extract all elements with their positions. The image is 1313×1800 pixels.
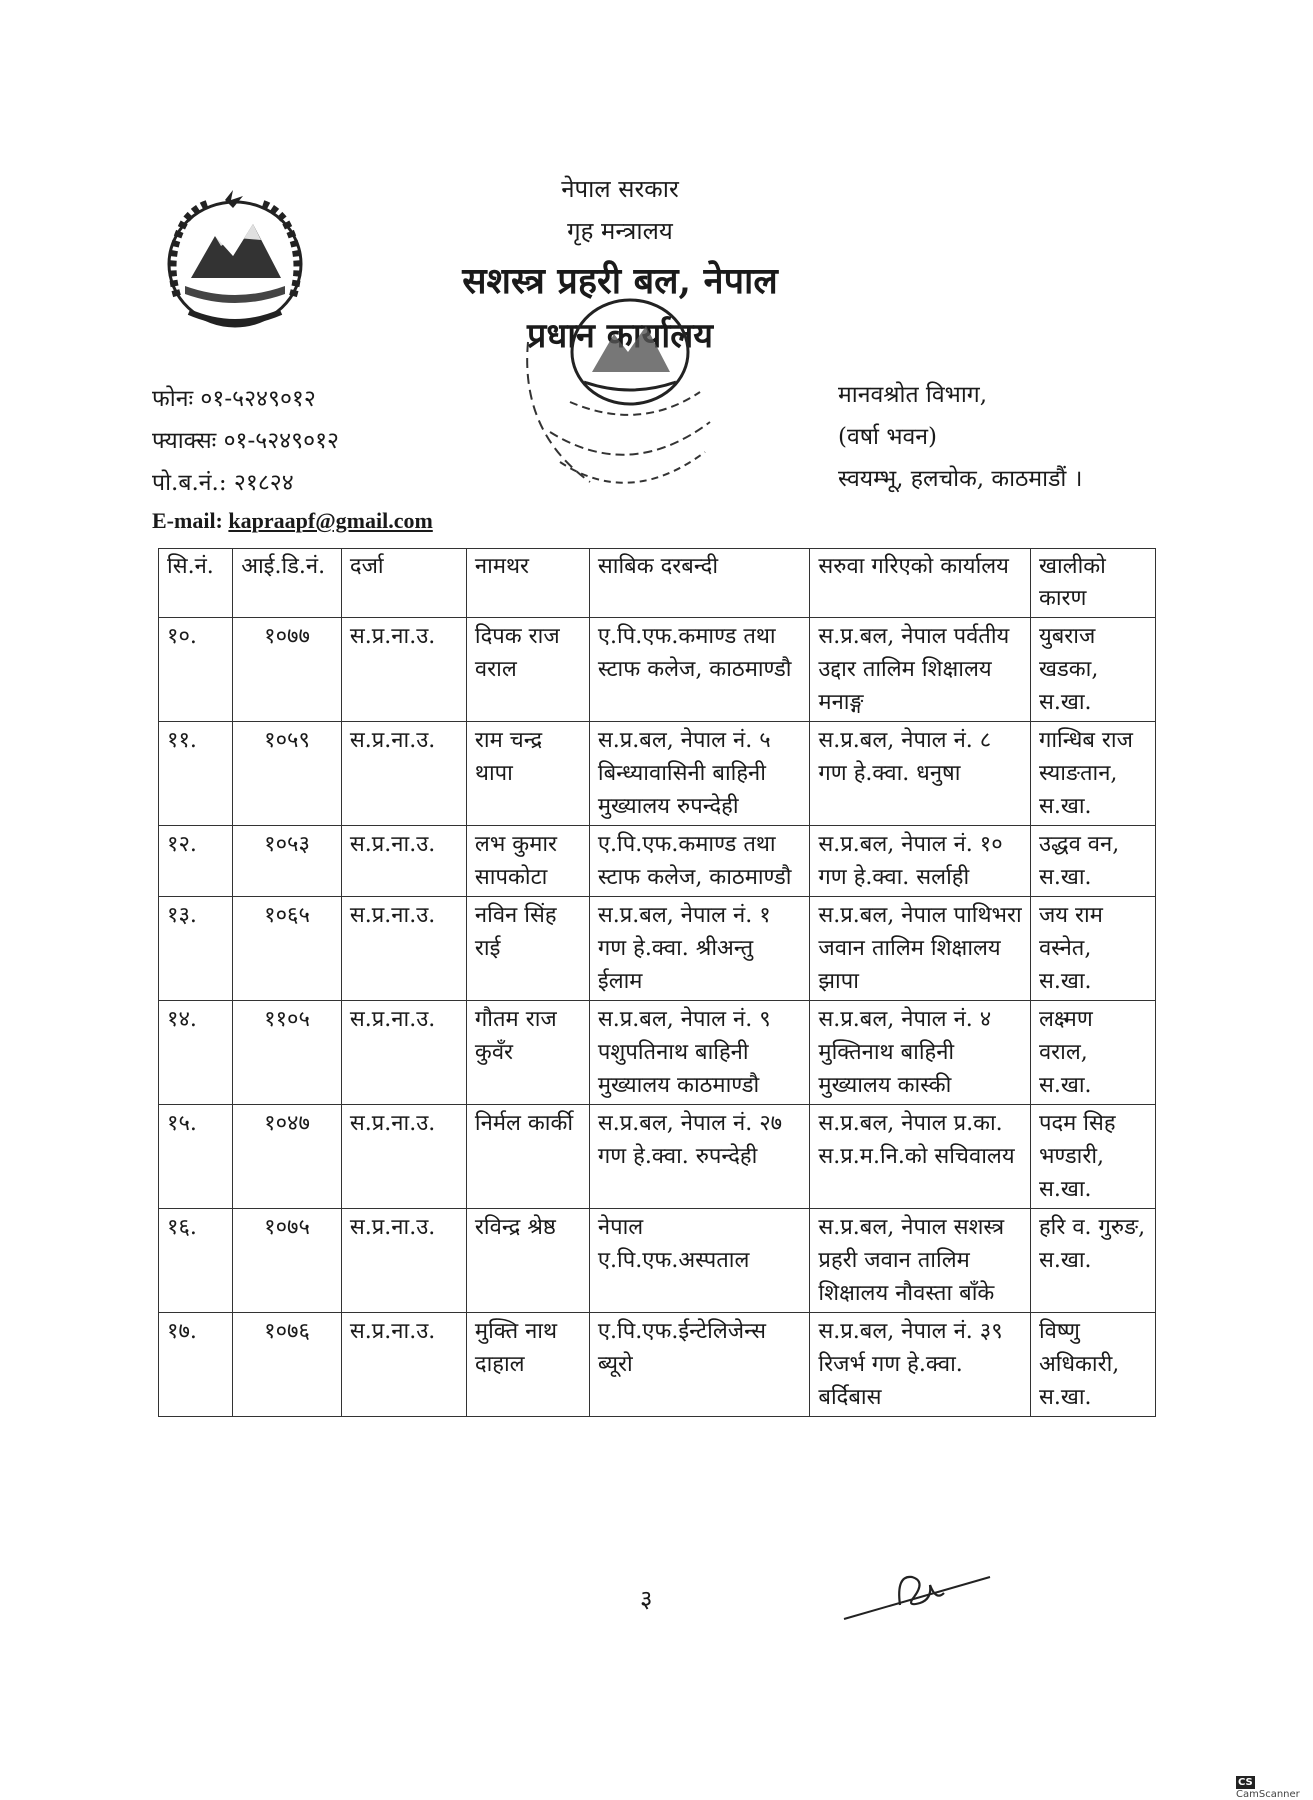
cell-serial-no: १०.: [159, 618, 233, 722]
cell-rank: स.प्र.ना.उ.: [341, 1209, 466, 1313]
office-seal-stamp: [510, 282, 760, 512]
cell-id-no: १०५३: [233, 826, 342, 897]
table-row: [159, 1105, 1156, 1209]
signature-icon: [840, 1555, 1000, 1625]
table-row: [159, 722, 1156, 826]
cell-transferred-office: स.प्र.बल, नेपाल नं. ३९ रिजर्भ गण हे.क्वा. बर्दिबास: [810, 1313, 1031, 1417]
page-number: ३: [640, 1585, 653, 1613]
cell-id-no: १०७७: [233, 618, 342, 722]
building-name: (वर्षा भवन): [838, 424, 938, 450]
camscanner-watermark: [1236, 1776, 1313, 1800]
cell-rank: स.प्र.ना.उ.: [341, 618, 466, 722]
cell-previous-post: स.प्र.बल, नेपाल नं. ५ बिन्ध्यावासिनी बाहिनी मुख्यालय रुपन्देही: [589, 722, 810, 826]
cell-id-no: ११०५: [233, 1001, 342, 1105]
cell-serial-no: १३.: [159, 897, 233, 1001]
cell-transferred-office: स.प्र.बल, नेपाल प्र.का. स.प्र.म.नि.को सचिवालय: [810, 1105, 1031, 1209]
government-name: नेपाल सरकार: [561, 175, 679, 203]
cell-previous-post: ए.पि.एफ.कमाण्ड तथा स्टाफ कलेज, काठमाण्डौ: [589, 618, 810, 722]
header-vacancy-reason: खालीको कारण: [1030, 549, 1155, 618]
cell-serial-no: १५.: [159, 1105, 233, 1209]
cell-transferred-office: स.प्र.बल, नेपाल नं. ४ मुक्तिनाथ बाहिनी मुख्यालय कास्की: [810, 1001, 1031, 1105]
cell-vacancy-reason: विष्णु अधिकारी, स.खा.: [1030, 1313, 1155, 1417]
cell-vacancy-reason: गान्धिब राज स्याङतान, स.खा.: [1030, 722, 1155, 826]
fax-number: फ्याक्सः ०१-५२४९०१२: [152, 428, 339, 454]
cell-vacancy-reason: लक्ष्मण वराल, स.खा.: [1030, 1001, 1155, 1105]
cell-transferred-office: स.प्र.बल, नेपाल नं. ८ गण हे.क्वा. धनुषा: [810, 722, 1031, 826]
cell-previous-post: स.प्र.बल, नेपाल नं. ९ पशुपतिनाथ बाहिनी मुख्यालय काठमाण्डौ: [589, 1001, 810, 1105]
cell-name: राम चन्द्र थापा: [466, 722, 589, 826]
cell-previous-post: नेपाल ए.पि.एफ.अस्पताल: [589, 1209, 810, 1313]
cell-name: लभ कुमार सापकोटा: [466, 826, 589, 897]
contact-info: [152, 378, 433, 538]
email-address: kapraapf@gmail.com: [228, 508, 433, 533]
table-row: [159, 1209, 1156, 1313]
cell-vacancy-reason: हरि व. गुरुङ, स.खा.: [1030, 1209, 1155, 1313]
cell-id-no: १०७५: [233, 1209, 342, 1313]
cell-vacancy-reason: जय राम वस्नेत, स.खा.: [1030, 897, 1155, 1001]
cell-vacancy-reason: युबराज खडका, स.खा.: [1030, 618, 1155, 722]
po-box: पो.ब.नं.: २१८२४: [152, 470, 294, 496]
cell-serial-no: १४.: [159, 1001, 233, 1105]
cell-rank: स.प्र.ना.उ.: [341, 1001, 466, 1105]
cell-rank: स.प्र.ना.उ.: [341, 722, 466, 826]
cell-id-no: १०७६: [233, 1313, 342, 1417]
table-row: [159, 1001, 1156, 1105]
cell-previous-post: ए.पि.एफ.ईन्टेलिजेन्स ब्यूरो: [589, 1313, 810, 1417]
cell-vacancy-reason: पदम सिह भण्डारी, स.खा.: [1030, 1105, 1155, 1209]
header-rank: दर्जा: [341, 549, 466, 618]
email-line: [152, 504, 433, 538]
cell-rank: स.प्र.ना.उ.: [341, 1105, 466, 1209]
cell-name: रविन्द्र श्रेष्ठ: [466, 1209, 589, 1313]
cell-previous-post: स.प्र.बल, नेपाल नं. २७ गण हे.क्वा. रुपन्देही: [589, 1105, 810, 1209]
cell-serial-no: १६.: [159, 1209, 233, 1313]
camscanner-label: CamScanner: [1236, 1789, 1300, 1800]
header-id-no: आई.डि.नं.: [233, 549, 342, 618]
cell-name: नविन सिंह राई: [466, 897, 589, 1001]
cell-transferred-office: स.प्र.बल, नेपाल नं. १० गण हे.क्वा. सर्लाही: [810, 826, 1031, 897]
ministry-name: गृह मन्त्रालय: [567, 217, 673, 245]
cell-serial-no: १२.: [159, 826, 233, 897]
cell-vacancy-reason: उद्धव वन, स.खा.: [1030, 826, 1155, 897]
table-header-row: [159, 549, 1156, 618]
header-name: नामथर: [466, 549, 589, 618]
cell-rank: स.प्र.ना.उ.: [341, 1313, 466, 1417]
department-name: मानवश्रोत विभाग,: [838, 382, 988, 408]
table-row: [159, 1313, 1156, 1417]
cell-id-no: १०५९: [233, 722, 342, 826]
cell-name: गौतम राज कुवँर: [466, 1001, 589, 1105]
table-row: [159, 618, 1156, 722]
cell-name: दिपक राज वराल: [466, 618, 589, 722]
cell-transferred-office: स.प्र.बल, नेपाल सशस्त्र प्रहरी जवान तालिम शिक्षालय नौवस्ता बाँके: [810, 1209, 1031, 1313]
table-row: [159, 897, 1156, 1001]
cell-id-no: १०४७: [233, 1105, 342, 1209]
cell-previous-post: ए.पि.एफ.कमाण्ड तथा स्टाफ कलेज, काठमाण्डौ: [589, 826, 810, 897]
header-transferred-office: सरुवा गरिएको कार्यालय: [810, 549, 1031, 618]
office-name: प्रधान कार्यालय: [527, 316, 713, 356]
department-address: [838, 374, 1082, 500]
office-location: स्वयम्भू, हलचोक, काठमाडौं ।: [838, 466, 1083, 492]
organization-name: सशस्त्र प्रहरी बल, नेपाल: [462, 260, 778, 302]
table-row: [159, 826, 1156, 897]
camscanner-logo: CS: [1238, 1777, 1253, 1788]
cell-id-no: १०६५: [233, 897, 342, 1001]
cell-rank: स.प्र.ना.उ.: [341, 897, 466, 1001]
cell-transferred-office: स.प्र.बल, नेपाल पर्वतीय उद्दार तालिम शिक्षालय मनाङ्ग: [810, 618, 1031, 722]
phone-number: फोनः ०१-५२४९०१२: [152, 386, 316, 412]
cell-rank: स.प्र.ना.उ.: [341, 826, 466, 897]
cell-serial-no: १७.: [159, 1313, 233, 1417]
header-previous-post: साबिक दरबन्दी: [589, 549, 810, 618]
cell-serial-no: ११.: [159, 722, 233, 826]
header-serial-no: सि.नं.: [159, 549, 233, 618]
cell-transferred-office: स.प्र.बल, नेपाल पाथिभरा जवान तालिम शिक्षालय झापा: [810, 897, 1031, 1001]
nepal-emblem-icon: [155, 186, 315, 334]
cell-name: मुक्ति नाथ दाहाल: [466, 1313, 589, 1417]
transfer-table: [158, 548, 1156, 1417]
cell-name: निर्मल कार्की: [466, 1105, 589, 1209]
email-label: E-mail:: [152, 508, 223, 533]
cell-previous-post: स.प्र.बल, नेपाल नं. १ गण हे.क्वा. श्रीअन्तु ईलाम: [589, 897, 810, 1001]
